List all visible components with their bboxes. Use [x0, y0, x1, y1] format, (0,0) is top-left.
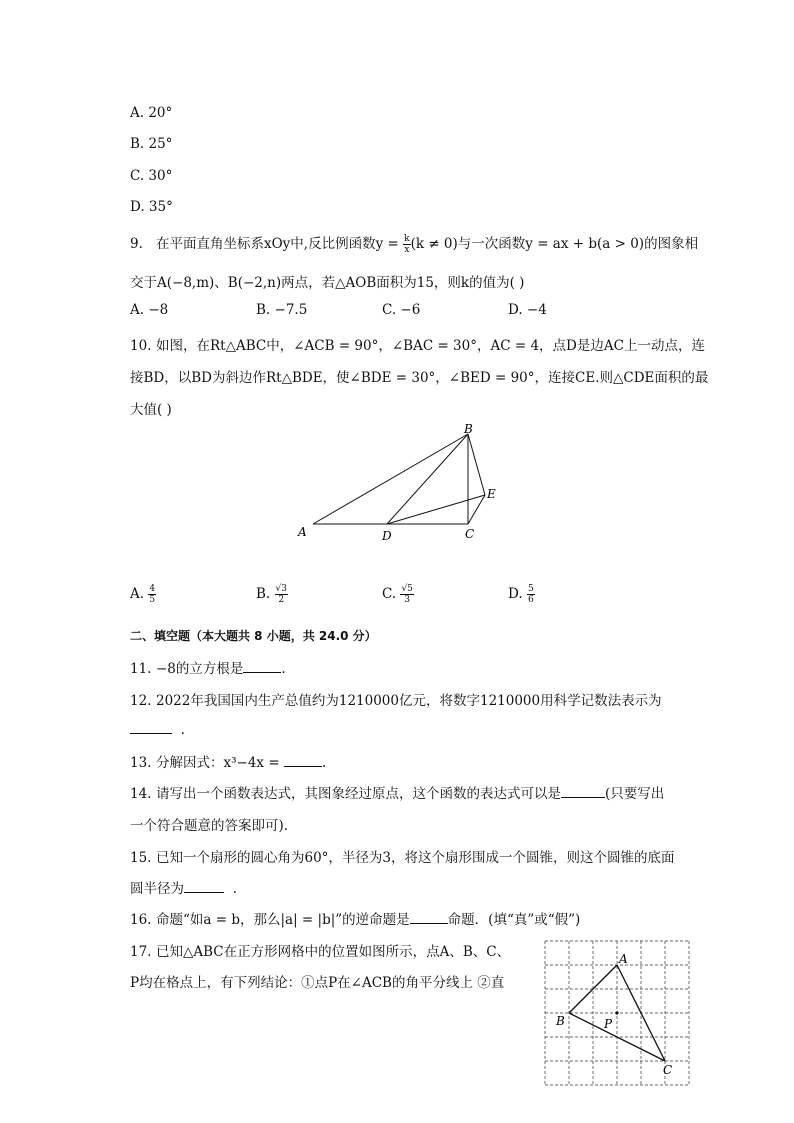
q9-option-a: A. −8: [130, 302, 169, 318]
q8-option-d: D. 35°: [130, 199, 173, 215]
segment-ce: [468, 495, 485, 524]
q15-line2: 圆半径为 .: [130, 881, 237, 897]
q17-line1: 17. 已知△ABC在正方形网格中的位置如图所示，点A、B、C、: [130, 944, 511, 960]
segment-ab: [313, 434, 468, 524]
q9-option-d: D. −4: [508, 302, 547, 318]
label-b: B: [556, 1014, 565, 1028]
q13: 13. 分解因式：x³−4x = .: [130, 755, 327, 771]
q10-line1: [130, 334, 705, 354]
q11: 11. −8的立方根是 .: [130, 661, 286, 677]
label-d: D: [382, 529, 392, 543]
q17-grid-figure: [535, 933, 695, 1093]
section-2-heading: 二、填空题（本大题共 8 小题，共 24.0 分）: [130, 629, 377, 643]
q10-text-1: 如图，在Rt△ABC中，∠ACB = 90°，∠BAC = 30°，AC = 4，点D是边AC上一动点，连: [156, 338, 705, 354]
q10-option-c: C. $\frac{√5}{3}$: [382, 584, 413, 605]
q10-line3: 大值( ): [130, 402, 172, 418]
label-a: A: [619, 952, 628, 966]
q9-option-b: B. −7.5: [256, 302, 308, 318]
q11-blank: [243, 660, 281, 673]
q10-option-a: A. $\frac{4}{5}$: [130, 584, 156, 605]
label-a: A: [298, 525, 307, 539]
label-p: P: [604, 1017, 613, 1031]
q8-option-b: B. 25°: [130, 136, 173, 152]
q16: 16. 命题“如a = b，那么|a| = |b|”的逆命题是 命题．(填“真”或“假”): [130, 912, 581, 928]
label-c: C: [663, 1063, 673, 1077]
q8-option-a: A. 20°: [130, 105, 173, 121]
q12-line2: .: [130, 721, 185, 738]
q10-line2: 接BD，以BD为斜边作Rt△BDE，使∠BDE = 30°，∠BED = 90°，连接CE.则△CDE面积的最: [130, 370, 709, 386]
label-c: C: [465, 527, 475, 541]
segment-bd: [387, 434, 468, 524]
q16-blank: [410, 911, 448, 924]
q17-line2: P均在格点上，有下列结论：①点P在∠ACB的角平分线上 ②直: [130, 975, 505, 991]
q14-line1: 14. 请写出一个函数表达式，其图象经过原点，这个函数的表达式可以是 (只要写出: [130, 786, 665, 802]
q13-blank: [284, 754, 322, 767]
q9-text-1b: (k ≠ 0)与一次函数y = ax + b(a > 0)的图象相: [410, 236, 699, 252]
label-e: E: [487, 487, 496, 501]
point-p: [615, 1011, 618, 1014]
q12-blank: [130, 721, 172, 734]
q15-blank: [184, 880, 224, 893]
q12-line1: 12. 2022年我国国内生产总值约为1210000亿元，将数字1210000用科学记数法表示为: [130, 693, 662, 709]
q9-line1: [130, 232, 698, 255]
q9-option-c: C. −6: [382, 302, 421, 318]
q10-option-b: B. $\frac{√3}{2}$: [256, 584, 287, 605]
q15-line1: 15. 已知一个扇形的圆心角为60°，半径为3，将这个扇形围成一个圆锥，则这个圆锥的底面: [130, 850, 675, 866]
q10-option-d: D. $\frac{5}{6}$: [508, 584, 534, 605]
label-b: B: [464, 422, 473, 436]
q9-number: 9.: [130, 236, 143, 252]
q10-number: 10.: [130, 338, 152, 354]
q14-line2: 一个符合题意的答案即可).: [130, 818, 289, 834]
q8-option-c: C. 30°: [130, 168, 173, 184]
q14-blank: [561, 785, 605, 798]
segment-de: [387, 495, 485, 524]
q9-text-1a: 在平面直角坐标系xOy中,反比例函数y =: [156, 236, 404, 252]
segment-be: [468, 434, 485, 495]
q9-line2: 交于A(−8,m)、B(−2,n)两点，若△AOB面积为15，则k的值为( ): [130, 275, 525, 291]
q9-fraction: $\frac{k}{x}$: [404, 234, 410, 255]
